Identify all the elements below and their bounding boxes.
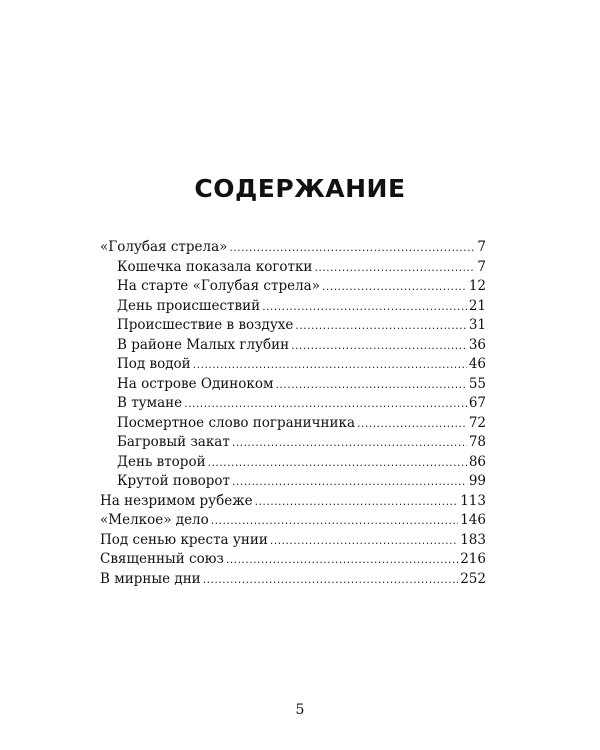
toc-entry-page: 86: [468, 453, 486, 470]
toc-entry-page: 12: [468, 278, 486, 294]
toc-leader-dots: [203, 570, 459, 590]
toc-entry-label: День второй: [117, 453, 206, 470]
toc-entry: [100, 414, 486, 434]
toc-leader-dots: [270, 531, 458, 551]
toc-entry: [100, 355, 486, 375]
toc-entry-label: Происшествие в воздухе: [117, 317, 294, 333]
toc-entry-label: «Мелкое» дело: [100, 512, 209, 528]
toc-leader-dots: [226, 550, 458, 570]
toc-entry-page: 7: [477, 258, 486, 275]
toc-entry-label: Под водой: [117, 356, 191, 372]
toc-leader-dots: [262, 297, 467, 317]
toc-entry-page: 252: [460, 570, 486, 587]
toc-entry-label: В районе Малых глубин: [117, 336, 290, 353]
toc-leader-dots: [276, 375, 467, 395]
toc-entry-page: 7: [477, 239, 486, 255]
toc-leader-dots: [291, 336, 467, 356]
toc-entry-page: 113: [460, 492, 486, 509]
toc-entry-label: Под сенью креста унии: [100, 531, 268, 548]
toc-leader-dots: [208, 453, 467, 473]
toc-entry-label: В тумане: [117, 395, 183, 411]
toc-entry: [100, 492, 486, 512]
page-number: 5: [295, 702, 305, 718]
toc-entry-label: Багровый закат: [117, 434, 230, 450]
toc-leader-dots: [314, 258, 475, 278]
toc-entry-page: 183: [460, 531, 486, 548]
toc-entry: [100, 453, 486, 473]
toc-entry: [100, 316, 486, 336]
toc-entry: [100, 277, 486, 297]
toc-entry-page: 99: [468, 473, 486, 489]
toc-entry-label: На острове Одиноком: [117, 375, 274, 392]
toc-leader-dots: [232, 433, 467, 453]
toc-entry-page: 31: [468, 317, 486, 333]
toc-entry: [100, 570, 486, 590]
toc-entry-label: День происшествий: [117, 297, 261, 314]
toc-leader-dots: [255, 492, 459, 512]
toc-entry-label: Священный союз: [100, 551, 224, 567]
toc-leader-dots: [295, 316, 466, 336]
toc-entry-page: 146: [460, 512, 486, 528]
toc-leader-dots: [232, 472, 467, 492]
toc-entry-page: 55: [468, 375, 486, 392]
toc-leader-dots: [211, 511, 458, 531]
toc-entry-page: 67: [468, 395, 486, 411]
toc-leader-dots: [229, 238, 475, 258]
table-of-contents: [100, 238, 486, 589]
toc-entry-page: 46: [468, 356, 486, 372]
toc-entry-label: Крутой поворот: [117, 473, 231, 489]
toc-entry-label: На незримом рубеже: [100, 492, 253, 509]
toc-entry: [100, 472, 486, 492]
toc-leader-dots: [357, 414, 467, 434]
toc-leader-dots: [193, 355, 467, 375]
toc-entry: [100, 238, 486, 258]
toc-entry-page: 72: [468, 414, 486, 431]
page-title: СОДЕРЖАНИЕ: [194, 174, 406, 203]
toc-entry-label: Посмертное слово пограничника: [117, 414, 356, 431]
toc-entry: [100, 511, 486, 531]
toc-entry: [100, 550, 486, 570]
toc-entry: [100, 433, 486, 453]
toc-entry: [100, 394, 486, 414]
toc-entry: [100, 336, 486, 356]
toc-leader-dots: [184, 394, 467, 414]
toc-entry: [100, 258, 486, 278]
toc-leader-dots: [322, 277, 467, 297]
toc-entry-page: 36: [468, 336, 486, 353]
toc-entry: [100, 531, 486, 551]
toc-entry: [100, 375, 486, 395]
toc-entry-label: В мирные дни: [100, 570, 201, 587]
toc-entry-page: 21: [468, 297, 486, 314]
toc-entry-label: «Голубая стрела»: [100, 239, 228, 255]
toc-entry-page: 78: [468, 434, 486, 450]
toc-entry-label: Кошечка показала коготки: [117, 258, 313, 275]
toc-entry-label: На старте «Голубая стрела»: [117, 278, 320, 294]
toc-entry-page: 216: [460, 551, 486, 567]
toc-entry: [100, 297, 486, 317]
